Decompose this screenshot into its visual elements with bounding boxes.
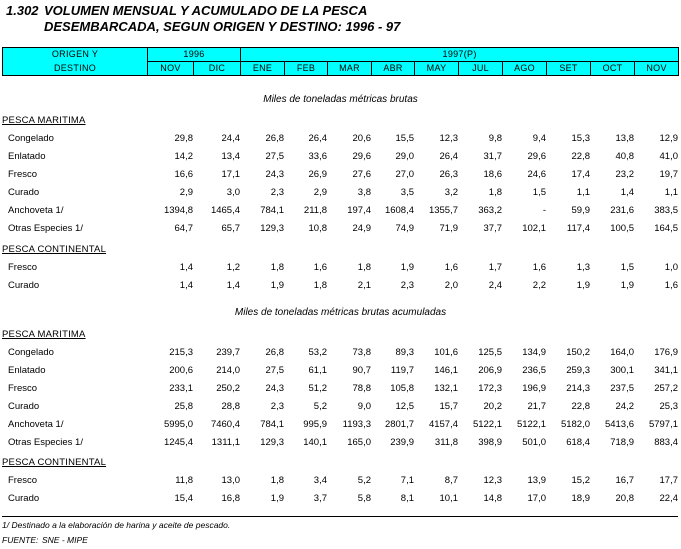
row-label: Fresco <box>8 475 38 486</box>
value-cell: 2,0 <box>444 280 458 291</box>
header-month-dic: DIC <box>194 62 241 76</box>
table-row <box>2 398 678 416</box>
header-month-ene: ENE <box>241 62 285 76</box>
value-cell: 311,8 <box>434 437 458 448</box>
value-cell: 37,7 <box>483 223 502 234</box>
value-cell: 164,5 <box>654 223 678 234</box>
value-cell: 16,7 <box>615 475 634 486</box>
value-cell: 2,9 <box>179 187 193 198</box>
value-cell: 12,5 <box>395 401 414 412</box>
value-cell: 341,1 <box>654 365 678 376</box>
value-cell: 1355,7 <box>428 205 458 216</box>
value-cell: 117,4 <box>566 223 590 234</box>
table-number: 1.302 <box>6 3 39 18</box>
row-label: Otras Especies 1/ <box>8 437 83 448</box>
value-cell: 24,3 <box>265 169 284 180</box>
table-row <box>2 344 678 362</box>
value-cell: 1,6 <box>444 262 458 273</box>
value-cell: 100,5 <box>610 223 634 234</box>
value-cell: 1,9 <box>400 262 414 273</box>
value-cell: 1,6 <box>664 280 678 291</box>
header-month-nov: NOV <box>635 62 679 76</box>
value-cell: 718,9 <box>610 437 634 448</box>
header-destination-label: DESTINO <box>3 62 148 76</box>
value-cell: 19,7 <box>659 169 678 180</box>
value-cell: 20,8 <box>615 493 634 504</box>
value-cell: 3,7 <box>313 493 327 504</box>
value-cell: 197,4 <box>347 205 371 216</box>
value-cell: 73,8 <box>352 347 371 358</box>
value-cell: 29,6 <box>527 151 546 162</box>
value-cell: 1,4 <box>226 280 240 291</box>
value-cell: 12,3 <box>439 133 458 144</box>
value-cell: 12,9 <box>659 133 678 144</box>
value-cell: 22,4 <box>659 493 678 504</box>
value-cell: 102,1 <box>522 223 546 234</box>
value-cell: 618,4 <box>566 437 590 448</box>
value-cell: 17,0 <box>527 493 546 504</box>
row-label: Curado <box>8 493 40 504</box>
value-cell: 18,9 <box>571 493 590 504</box>
value-cell: 1,5 <box>532 187 546 198</box>
value-cell: 134,9 <box>522 347 546 358</box>
column-header <box>2 47 679 76</box>
row-label: Congelado <box>8 347 54 358</box>
table-row <box>2 434 678 452</box>
value-cell: 5,2 <box>357 475 371 486</box>
value-cell: 5413,6 <box>604 419 634 430</box>
value-cell: 165,0 <box>347 437 371 448</box>
row-label: Fresco <box>8 383 38 394</box>
row-label: Fresco <box>8 169 38 180</box>
table-row <box>2 490 678 508</box>
value-cell: 1,4 <box>179 280 193 291</box>
value-cell: 25,8 <box>174 401 193 412</box>
value-cell: 129,3 <box>260 223 284 234</box>
value-cell: 5,2 <box>313 401 327 412</box>
value-cell: 20,6 <box>352 133 371 144</box>
row-label: Enlatado <box>8 365 46 376</box>
value-cell: 26,8 <box>265 133 284 144</box>
table-row <box>2 259 678 277</box>
value-cell: 9,8 <box>488 133 502 144</box>
value-cell: 15,5 <box>395 133 414 144</box>
value-cell: 1,7 <box>488 262 502 273</box>
value-cell: 119,7 <box>390 365 414 376</box>
value-cell: 64,7 <box>174 223 193 234</box>
value-cell: 2,4 <box>488 280 502 291</box>
header-month-oct: OCT <box>591 62 635 76</box>
value-cell: 23,2 <box>615 169 634 180</box>
value-cell: 26,9 <box>308 169 327 180</box>
table-row <box>2 130 678 148</box>
value-cell: 1,9 <box>270 493 284 504</box>
value-cell: 125,5 <box>478 347 502 358</box>
value-cell: 26,8 <box>265 347 284 358</box>
value-cell: 176,9 <box>654 347 678 358</box>
value-cell: 206,9 <box>478 365 502 376</box>
value-cell: 300,1 <box>610 365 634 376</box>
value-cell: 15,3 <box>571 133 590 144</box>
value-cell: 1,4 <box>179 262 193 273</box>
value-cell: 13,0 <box>221 475 240 486</box>
value-cell: 22,8 <box>571 401 590 412</box>
value-cell: 398,9 <box>478 437 502 448</box>
value-cell: 15,2 <box>571 475 590 486</box>
value-cell: 17,1 <box>221 169 240 180</box>
value-cell: 18,6 <box>483 169 502 180</box>
value-cell: 214,0 <box>216 365 240 376</box>
value-cell: 1,6 <box>313 262 327 273</box>
row-label: Congelado <box>8 133 54 144</box>
value-cell: 1,4 <box>620 187 634 198</box>
table-row <box>2 472 678 490</box>
value-cell: 231,6 <box>610 205 634 216</box>
value-cell: 383,5 <box>654 205 678 216</box>
header-month-mar: MAR <box>328 62 372 76</box>
value-cell: 12,3 <box>483 475 502 486</box>
value-cell: 20,2 <box>483 401 502 412</box>
value-cell: 22,8 <box>571 151 590 162</box>
value-cell: 25,3 <box>659 401 678 412</box>
value-cell: 214,3 <box>566 383 590 394</box>
value-cell: 2,3 <box>400 280 414 291</box>
value-cell: 129,3 <box>260 437 284 448</box>
value-cell: 5995,0 <box>163 419 193 430</box>
value-cell: 26,3 <box>439 169 458 180</box>
value-cell: 150,2 <box>566 347 590 358</box>
value-cell: 7460,4 <box>210 419 240 430</box>
value-cell: 24,2 <box>615 401 634 412</box>
value-cell: 140,1 <box>303 437 327 448</box>
header-year-1997: 1997(P) <box>241 48 679 62</box>
value-cell: 40,8 <box>615 151 634 162</box>
value-cell: 78,8 <box>352 383 371 394</box>
value-cell: 29,8 <box>174 133 193 144</box>
value-cell: 7,1 <box>400 475 414 486</box>
table-row <box>2 166 678 184</box>
row-label: Curado <box>8 280 40 291</box>
table-title: VOLUMEN MENSUAL Y ACUMULADO DE LA PESCA <box>44 3 368 18</box>
value-cell: 233,1 <box>169 383 193 394</box>
value-cell: 2,2 <box>532 280 546 291</box>
value-cell: 59,9 <box>571 205 590 216</box>
value-cell: 5122,1 <box>472 419 502 430</box>
value-cell: 15,4 <box>174 493 193 504</box>
table-title-line2: DESEMBARCADA, SEGUN ORIGEN Y DESTINO: 1996 - 97 <box>44 19 401 34</box>
value-cell: 10,8 <box>308 223 327 234</box>
header-month-nov: NOV <box>148 62 194 76</box>
value-cell: 784,1 <box>260 419 284 430</box>
value-cell: 132,1 <box>434 383 458 394</box>
value-cell: 164,0 <box>610 347 634 358</box>
value-cell: 2,3 <box>270 401 284 412</box>
header-month-jul: JUL <box>459 62 503 76</box>
header-month-may: MAY <box>415 62 459 76</box>
value-cell: 5797,1 <box>648 419 678 430</box>
value-cell: 1,0 <box>664 262 678 273</box>
table-row <box>2 277 678 295</box>
value-cell: 24,9 <box>352 223 371 234</box>
value-cell: 2,9 <box>313 187 327 198</box>
value-cell: 90,7 <box>352 365 371 376</box>
section-heading: PESCA MARITIMA <box>2 329 86 340</box>
value-cell: 1,1 <box>576 187 590 198</box>
value-cell: 1,9 <box>576 280 590 291</box>
value-cell: 13,9 <box>527 475 546 486</box>
data-table <box>2 259 678 295</box>
value-cell: 1245,4 <box>163 437 193 448</box>
value-cell: 9,0 <box>357 401 371 412</box>
value-cell: 26,4 <box>308 133 327 144</box>
value-cell: 3,8 <box>357 187 371 198</box>
value-cell: 13,8 <box>615 133 634 144</box>
data-table <box>2 472 678 508</box>
value-cell: 27,6 <box>352 169 371 180</box>
value-cell: 21,7 <box>527 401 546 412</box>
value-cell: 237,5 <box>610 383 634 394</box>
value-cell: 89,3 <box>395 347 414 358</box>
value-cell: 1,9 <box>270 280 284 291</box>
header-origin-label: ORIGEN Y <box>3 48 148 62</box>
source-line <box>2 535 88 545</box>
value-cell: 1608,4 <box>384 205 414 216</box>
value-cell: 26,4 <box>439 151 458 162</box>
value-cell: 14,2 <box>174 151 193 162</box>
value-cell: 784,1 <box>260 205 284 216</box>
value-cell: 4157,4 <box>428 419 458 430</box>
value-cell: 51,2 <box>308 383 327 394</box>
row-label: Curado <box>8 187 40 198</box>
value-cell: - <box>542 205 546 216</box>
value-cell: 74,9 <box>395 223 414 234</box>
value-cell: 24,6 <box>527 169 546 180</box>
source-label: FUENTE: <box>2 535 39 545</box>
value-cell: 1193,3 <box>342 419 371 430</box>
header-month-set: SET <box>547 62 591 76</box>
value-cell: 200,6 <box>169 365 193 376</box>
value-cell: 5182,0 <box>560 419 590 430</box>
value-cell: 105,8 <box>390 383 414 394</box>
table-row <box>2 220 678 238</box>
value-cell: 1,1 <box>664 187 678 198</box>
value-cell: 8,1 <box>400 493 414 504</box>
value-cell: 1,8 <box>488 187 502 198</box>
value-cell: 1465,4 <box>210 205 240 216</box>
value-cell: 257,2 <box>654 383 678 394</box>
value-cell: 8,7 <box>444 475 458 486</box>
data-table <box>2 344 678 452</box>
value-cell: 28,8 <box>221 401 240 412</box>
value-cell: 3,5 <box>400 187 414 198</box>
value-cell: 2,1 <box>357 280 371 291</box>
footnote: 1/ Destinado a la elaboración de harina y aceite de pescado. <box>2 520 231 530</box>
value-cell: 17,7 <box>659 475 678 486</box>
value-cell: 1394,8 <box>163 205 193 216</box>
value-cell: 239,9 <box>390 437 414 448</box>
value-cell: 259,3 <box>566 365 590 376</box>
value-cell: 1311,1 <box>211 437 240 448</box>
value-cell: 9,4 <box>532 133 546 144</box>
value-cell: 11,8 <box>175 475 193 486</box>
row-label: Curado <box>8 401 40 412</box>
row-label: Anchoveta 1/ <box>8 419 64 430</box>
value-cell: 65,7 <box>221 223 240 234</box>
value-cell: 13,4 <box>221 151 240 162</box>
value-cell: 239,7 <box>216 347 240 358</box>
header-month-abr: ABR <box>372 62 415 76</box>
value-cell: 29,0 <box>395 151 414 162</box>
value-cell: 196,9 <box>522 383 546 394</box>
footer-rule <box>2 516 678 517</box>
value-cell: 71,9 <box>439 223 458 234</box>
value-cell: 1,6 <box>532 262 546 273</box>
value-cell: 1,5 <box>620 262 634 273</box>
value-cell: 172,3 <box>478 383 502 394</box>
value-cell: 1,8 <box>270 475 284 486</box>
value-cell: 1,9 <box>620 280 634 291</box>
value-cell: 2801,7 <box>384 419 414 430</box>
units-caption: Miles de toneladas métricas brutas acumuladas <box>234 307 447 318</box>
value-cell: 250,2 <box>216 383 240 394</box>
value-cell: 1,3 <box>576 262 590 273</box>
value-cell: 53,2 <box>308 347 327 358</box>
value-cell: 3,2 <box>444 187 458 198</box>
row-label: Fresco <box>8 262 38 273</box>
value-cell: 16,8 <box>221 493 240 504</box>
table-row <box>2 416 678 434</box>
value-cell: 24,3 <box>265 383 284 394</box>
value-cell: 27,5 <box>265 365 284 376</box>
source-value: SNE - MIPE <box>42 535 88 545</box>
value-cell: 363,2 <box>478 205 502 216</box>
value-cell: 1,2 <box>226 262 240 273</box>
section-heading: PESCA MARITIMA <box>2 115 86 126</box>
value-cell: 2,3 <box>270 187 284 198</box>
value-cell: 5122,1 <box>516 419 546 430</box>
value-cell: 501,0 <box>522 437 546 448</box>
value-cell: 883,4 <box>654 437 678 448</box>
value-cell: 16,6 <box>174 169 193 180</box>
value-cell: 15,7 <box>439 401 458 412</box>
value-cell: 995,9 <box>303 419 327 430</box>
value-cell: 211,8 <box>303 205 327 216</box>
table-row <box>2 202 678 220</box>
header-month-ago: AGO <box>503 62 547 76</box>
value-cell: 27,0 <box>395 169 414 180</box>
value-cell: 31,7 <box>483 151 502 162</box>
row-label: Otras Especies 1/ <box>8 223 83 234</box>
table-row <box>2 380 678 398</box>
value-cell: 29,6 <box>352 151 371 162</box>
data-table <box>2 130 678 238</box>
value-cell: 5,8 <box>357 493 371 504</box>
value-cell: 33,6 <box>308 151 327 162</box>
value-cell: 1,8 <box>313 280 327 291</box>
value-cell: 27,5 <box>265 151 284 162</box>
value-cell: 101,6 <box>434 347 458 358</box>
row-label: Anchoveta 1/ <box>8 205 64 216</box>
value-cell: 146,1 <box>434 365 458 376</box>
value-cell: 14,8 <box>483 493 502 504</box>
value-cell: 17,4 <box>571 169 590 180</box>
value-cell: 41,0 <box>659 151 678 162</box>
value-cell: 10,1 <box>439 493 458 504</box>
value-cell: 3,4 <box>313 475 327 486</box>
table-row <box>2 148 678 166</box>
value-cell: 24,4 <box>221 133 240 144</box>
value-cell: 215,3 <box>169 347 193 358</box>
value-cell: 1,8 <box>357 262 371 273</box>
section-heading: PESCA CONTINENTAL <box>2 457 107 468</box>
value-cell: 236,5 <box>522 365 546 376</box>
units-caption: Miles de toneladas métricas brutas <box>263 94 418 105</box>
table-row <box>2 184 678 202</box>
header-month-feb: FEB <box>285 62 328 76</box>
value-cell: 1,8 <box>270 262 284 273</box>
table-title-line1 <box>6 3 367 19</box>
section-heading: PESCA CONTINENTAL <box>2 244 107 255</box>
value-cell: 3,0 <box>226 187 240 198</box>
row-label: Enlatado <box>8 151 46 162</box>
header-year-1996: 1996 <box>148 48 241 62</box>
value-cell: 61,1 <box>308 365 327 376</box>
table-row <box>2 362 678 380</box>
